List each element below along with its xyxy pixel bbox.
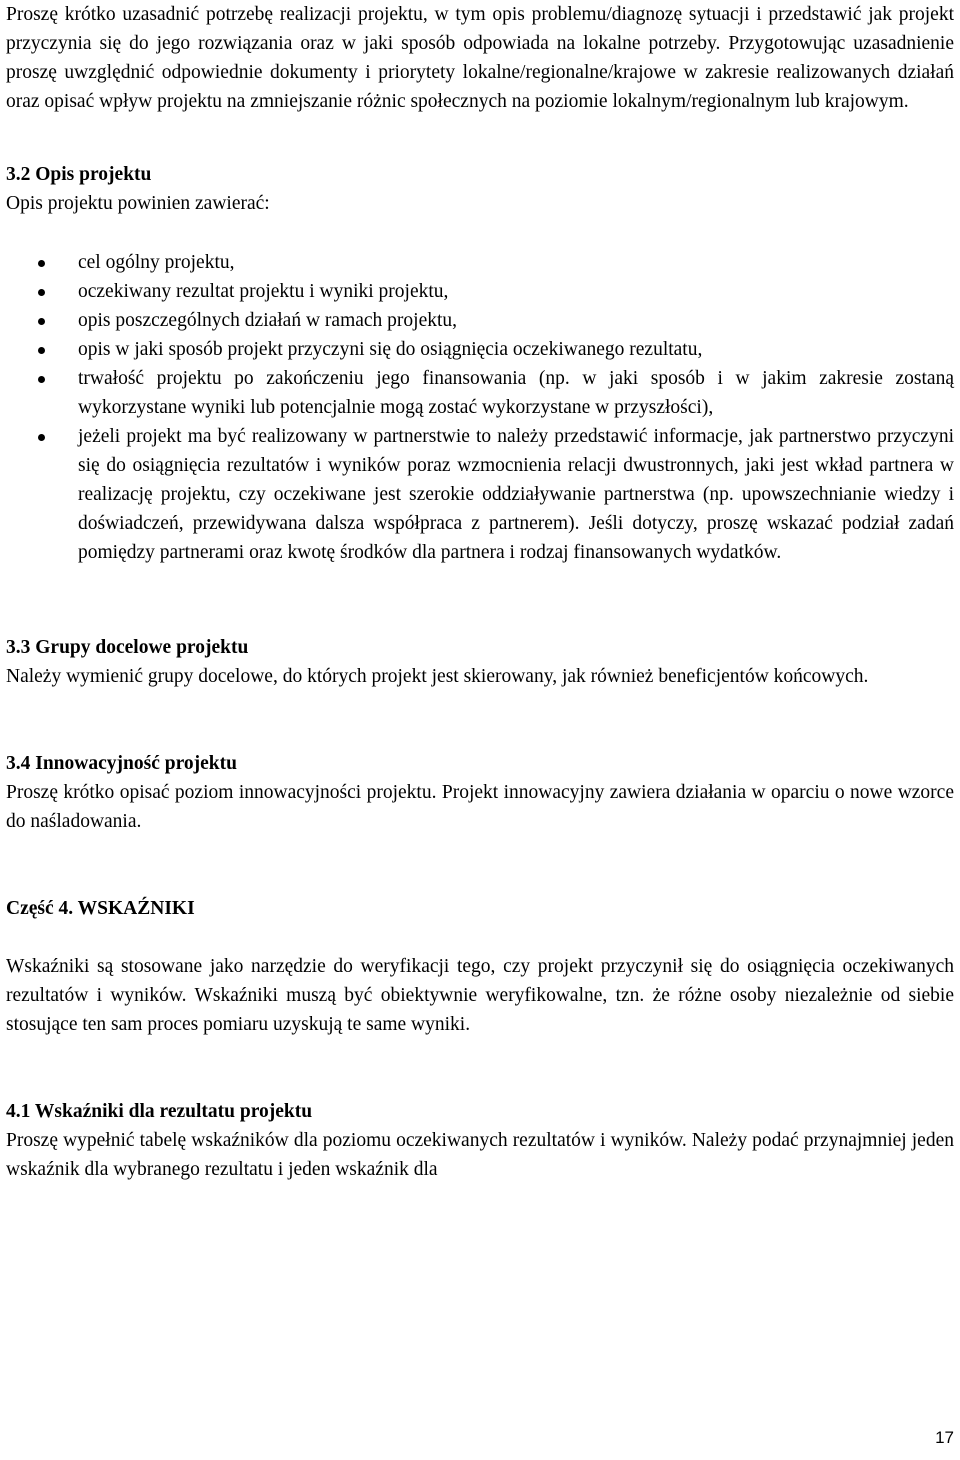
section-4-1-heading: 4.1 Wskaźniki dla rezultatu projektu <box>6 1101 313 1122</box>
list-item-text: opis poszczególnych działań w ramach projektu, <box>78 310 458 331</box>
section-3-3-heading: 3.3 Grupy docelowe projektu <box>6 637 249 658</box>
list-item-text: oczekiwany rezultat projektu i wyniki projektu, <box>78 281 449 302</box>
page-number: 17 <box>935 1428 954 1447</box>
part-4-heading: Część 4. WSKAŹNIKI <box>6 898 195 919</box>
section-3-4-text: Proszę krótko opisać poziom innowacyjności projektu. Projekt innowacyjny zawiera działania w oparciu o nowe wzorce do naśladowania. <box>6 782 954 832</box>
bullet-icon <box>38 347 45 354</box>
bullet-icon <box>38 260 45 267</box>
project-description-list <box>6 248 954 567</box>
list-item-text: opis w jaki sposób projekt przyczyni się do osiągnięcia oczekiwanego rezultatu, <box>78 339 703 360</box>
list-item-text: cel ogólny projektu, <box>78 252 235 273</box>
section-4-1-text: Proszę wypełnić tabelę wskaźników dla poziomu oczekiwanych rezultatów i wyników. Należy podać przynajmniej jeden wskaźnik dla wybranego rezultatu i jeden wskaźnik dla <box>6 1130 954 1180</box>
list-item <box>6 277 954 306</box>
section-3-3-text: Należy wymienić grupy docelowe, do których projekt jest skierowany, jak również beneficjentów końcowych. <box>6 666 869 687</box>
bullet-icon <box>38 289 45 296</box>
list-item <box>6 248 954 277</box>
bullet-icon <box>38 376 45 383</box>
list-item-text: jeżeli projekt ma być realizowany w partnerstwie to należy przedstawić informacje, jak partnerstwo przyczyni się do osiągnięcia rezultatów i wyników poraz wzmocnienia relacji dwustronnych, jaki jest wkład partnera w realizację projektu, czy oczekiwane jest szerokie oddziaływanie partnerstwa (np. upowszechnianie wiedzy i doświadczeń, przewidywana dalsza współpraca z partnerem). Jeśli dotyczy, proszę wskazać podział zadań pomiędzy partnerami oraz kwotę środków dla partnera i rodzaj finansowanych wydatków. <box>78 426 954 563</box>
list-item-text: trwałość projektu po zakończeniu jego finansowania (np. w jaki sposób i w jakim zakresie zostaną wykorzystane wyniki lub potencjalnie mogą zostać wykorzystane w przyszłości), <box>78 368 954 418</box>
section-3-4-heading: 3.4 Innowacyjność projektu <box>6 753 237 774</box>
section-3-2-heading: 3.2 Opis projektu <box>6 164 152 185</box>
list-item <box>6 422 954 567</box>
intro-paragraph: Proszę krótko uzasadnić potrzebę realizacji projektu, w tym opis problemu/diagnozę sytuacji i przedstawić jak projekt przyczynia się do jego rozwiązania oraz w jaki sposób odpowiada na lokalne potrzeby. Przygotowując uzasadnienie proszę uwzględnić odpowiednie dokumenty i priorytety lokalne/regionalne/krajowe w zakresie realizowanych działań oraz opisać wpływ projektu na zmniejszanie różnic społecznych na poziomie lokalnym/regionalnym lub krajowym. <box>6 4 954 112</box>
list-item <box>6 364 954 422</box>
section-3-2-lead: Opis projektu powinien zawierać: <box>6 193 270 214</box>
bullet-icon <box>38 318 45 325</box>
bullet-icon <box>38 434 45 441</box>
list-item <box>6 306 954 335</box>
list-item <box>6 335 954 364</box>
part-4-text: Wskaźniki są stosowane jako narzędzie do weryfikacji tego, czy projekt przyczynił się do osiągnięcia oczekiwanych rezultatów i wyników. Wskaźniki muszą być obiektywnie weryfikowalne, tzn. że różne osoby niezależnie od siebie stosujące ten sam proces pomiaru uzyskują te same wyniki. <box>6 956 954 1035</box>
document-page <box>6 0 954 1184</box>
